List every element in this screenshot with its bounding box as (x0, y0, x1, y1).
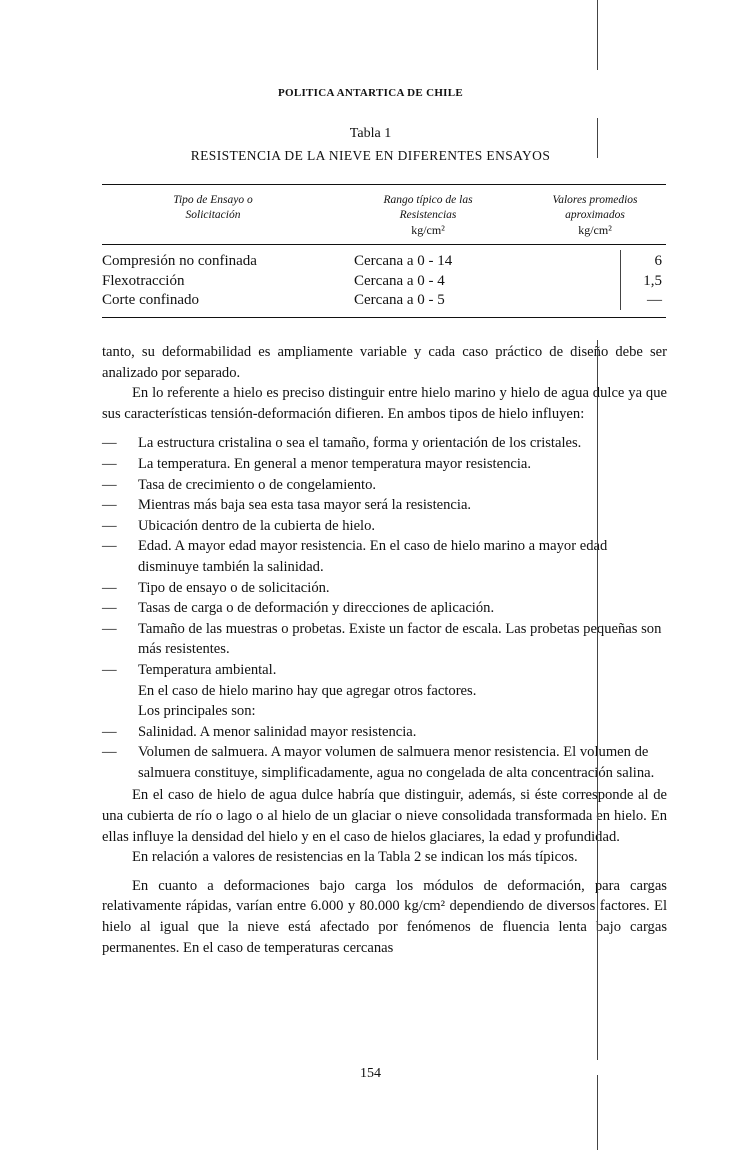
list-dash: — (102, 744, 117, 761)
column-header-unit: kg/cm² (578, 223, 612, 237)
table-title: RESISTENCIA DE LA NIEVE EN DIFERENTES ENSAYOS (190, 148, 551, 163)
table-label: Tabla 1 (349, 126, 392, 141)
list-item-text: Tasa de crecimiento o de congelamiento. (138, 476, 377, 493)
cell-rango: Cercana a 0 - 5 (354, 292, 445, 308)
cell-rango: Cercana a 0 - 4 (354, 273, 445, 289)
list-item-text: Edad. A mayor edad mayor resistencia. En el caso de hielo marino a mayor edad disminuye también la salinidad. (138, 538, 608, 575)
factor-list (102, 433, 667, 783)
list-item-text: Los principales son: (138, 703, 256, 720)
scan-artifact-line (597, 340, 598, 1060)
list-item-text: Volumen de salmuera. A mayor volumen de salmuera menor resistencia. El volumen de salmuera constituye, simplificadamente, agua no congelada de alta concentración salina. (138, 744, 655, 781)
scan-artifact-line (597, 118, 598, 158)
list-dash: — (102, 538, 117, 555)
list-item (102, 578, 667, 599)
cell-tipo: Flexotracción (102, 273, 185, 289)
list-item (102, 516, 667, 537)
scan-artifact-line (597, 0, 598, 70)
list-item (102, 495, 667, 516)
list-item-text: Temperatura ambiental. (138, 661, 277, 678)
paragraph-gap (102, 868, 667, 876)
list-item-text: Salinidad. A menor salinidad mayor resistencia. (138, 723, 417, 740)
paragraph: En cuanto a deformaciones bajo carga los módulos de deformación, para cargas relativamente rápidas, varían entre 6.000 y 80.000 kg/cm² dependiendo de diversos factores. El hielo al igual que la nieve está afectado por fenómenos de fluencia lenta bajo cargas permanentes. En el caso de temperaturas cercanas (102, 877, 667, 956)
paragraph: En el caso de hielo de agua dulce habría que distinguir, además, si éste corresponde al de una cubierta de río o lago o al hielo de un glaciar o nieve consolidada transformada en hielo. En ellas influye la densidad del hielo y en el caso de hielos glaciares, la edad y profundidad. (102, 787, 667, 845)
list-dash: — (102, 517, 117, 534)
list-item (102, 722, 667, 743)
column-header-line: Valores promedios (552, 194, 638, 206)
scan-artifact-line (597, 1075, 598, 1150)
column-header-line: Solicitación (185, 209, 241, 221)
list-dash: — (102, 723, 117, 740)
cell-valor: 6 (654, 253, 662, 269)
list-dash: — (102, 455, 117, 472)
page-number: 154 (360, 1066, 381, 1081)
list-item-text: La temperatura. En general a menor temperatura mayor resistencia. (138, 455, 532, 472)
table-header-rule (102, 244, 666, 245)
list-item-text: Ubicación dentro de la cubierta de hielo. (138, 517, 376, 534)
list-dash: — (102, 620, 117, 637)
cell-tipo: Corte confinado (102, 292, 200, 308)
scan-artifact-line (620, 250, 621, 310)
list-dash: — (102, 476, 117, 493)
table-top-rule (102, 184, 666, 185)
list-item (102, 742, 667, 783)
cell-tipo: Compresión no confinada (102, 253, 257, 269)
list-item (102, 536, 667, 577)
list-item (102, 475, 667, 496)
column-header-line: Resistencias (399, 209, 457, 221)
list-dash: — (102, 579, 117, 596)
list-dash: — (102, 661, 117, 678)
list-item-text: Tamaño de las muestras o probetas. Existe un factor de escala. Las probetas pequeñas son más resistentes. (138, 620, 662, 658)
list-item (102, 619, 667, 660)
running-header: POLITICA ANTARTICA DE CHILE (277, 87, 464, 99)
column-header-rango (328, 193, 528, 238)
list-item-text: Mientras más baja sea esta tasa mayor será la resistencia. (138, 497, 472, 514)
list-item-text: La estructura cristalina o sea el tamaño, forma y orientación de los cristales. (138, 435, 582, 452)
column-header-line: aproximados (565, 209, 625, 221)
table-row (102, 253, 666, 273)
list-item (102, 598, 667, 619)
body-text (102, 342, 667, 958)
list-dash: — (102, 435, 117, 452)
table-bottom-rule (102, 317, 666, 318)
cell-valor: 1,5 (643, 273, 662, 289)
paragraph: tanto, su deformabilidad es ampliamente variable y cada caso práctico de diseño debe ser analizado por separado. (102, 344, 667, 381)
list-item-text: Tasas de carga o de deformación y direcciones de aplicación. (138, 600, 495, 617)
column-header-line: Tipo de Ensayo o (173, 194, 253, 206)
column-header-line: Rango típico de las (383, 194, 473, 206)
paragraph: En relación a valores de resistencias en la Tabla 2 se indican los más típicos. (132, 849, 578, 866)
table-row (102, 273, 666, 293)
column-header-unit: kg/cm² (411, 223, 445, 237)
column-header-tipo (118, 193, 308, 223)
list-dash: — (102, 600, 117, 617)
paragraph: En lo referente a hielo es preciso distinguir entre hielo marino y hielo de agua dulce ya que sus características tensión-deformación difieren. En ambos tipos de hielo influyen: (102, 385, 667, 422)
cell-valor: — (647, 292, 662, 308)
list-item (102, 701, 667, 722)
table-row (102, 292, 666, 312)
list-item (102, 681, 667, 702)
list-item (102, 454, 667, 475)
list-item (102, 433, 667, 454)
list-item-text: Tipo de ensayo o de solicitación. (138, 579, 330, 596)
list-item-text: En el caso de hielo marino hay que agregar otros factores. (138, 682, 477, 699)
list-item (102, 660, 667, 681)
list-dash: — (102, 497, 117, 514)
column-header-valor (520, 193, 670, 238)
cell-rango: Cercana a 0 - 14 (354, 253, 453, 269)
